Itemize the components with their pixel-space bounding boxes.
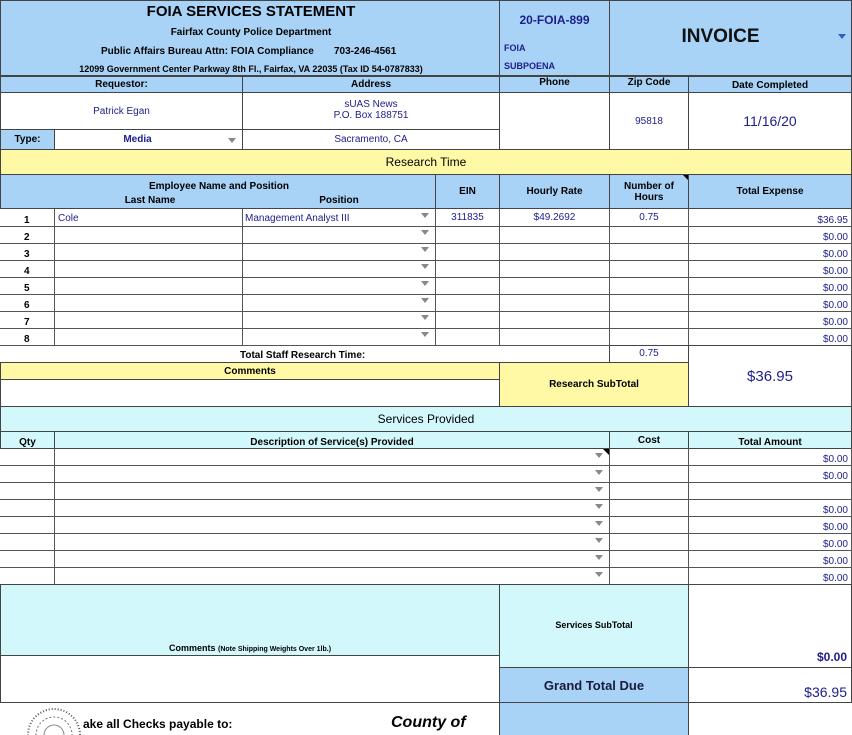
service-dropdown-arrow-icon[interactable]	[595, 487, 603, 492]
invoice-type-dropdown[interactable]	[609, 0, 852, 76]
service-dropdown-arrow-icon[interactable]	[595, 555, 603, 560]
service-total-amount: $0.00	[822, 471, 848, 482]
service-dropdown-arrow-icon[interactable]	[595, 470, 603, 475]
research-grid	[0, 209, 852, 346]
position-dropdown-arrow-icon[interactable]	[421, 213, 429, 218]
employee-group-header: Employee Name and Position	[148, 181, 290, 192]
type-label: Type:	[0, 129, 55, 150]
service-dropdown-arrow-icon[interactable]	[595, 572, 603, 577]
services-grid	[0, 448, 852, 585]
type-dropdown-arrow-icon[interactable]	[228, 138, 236, 143]
row-number: 4	[24, 266, 30, 277]
row-total-expense: $0.00	[822, 300, 848, 311]
service-dropdown-arrow-icon[interactable]	[595, 504, 603, 509]
grand-total-value: $36.95	[804, 684, 847, 700]
requestor-name[interactable]: Patrick Egan	[0, 92, 243, 130]
col-hourly-rate: Hourly Rate	[499, 174, 610, 209]
row-total-expense: $0.00	[822, 283, 848, 294]
date-completed[interactable]: 11/16/20	[688, 92, 852, 150]
employee-ein[interactable]: 311835	[451, 212, 484, 223]
services-comments-header	[0, 584, 500, 656]
row-total-expense: $0.00	[822, 266, 848, 277]
services-comments-note: (Note Shipping Weights Over 1lb.)	[217, 646, 332, 653]
col-phone: Phone	[499, 76, 610, 93]
header-block	[0, 0, 500, 76]
employee-header	[0, 174, 436, 209]
tag-foia[interactable]: FOIA	[504, 43, 526, 53]
service-dropdown-arrow-icon[interactable]	[595, 538, 603, 543]
row-number: 3	[24, 249, 30, 260]
address-line-1: sUAS News	[344, 99, 398, 110]
requestor-city[interactable]: Sacramento, CA	[242, 129, 500, 150]
research-subtotal-value: $36.95	[688, 345, 852, 407]
position-dropdown-arrow-icon[interactable]	[421, 315, 429, 320]
col-ein: EIN	[435, 174, 500, 209]
row-number: 7	[24, 317, 30, 328]
service-total-amount: $0.00	[822, 556, 848, 567]
statement-title: FOIA SERVICES STATEMENT	[146, 3, 356, 20]
col-total-expense: Total Expense	[688, 174, 852, 209]
county-seal-icon	[22, 703, 86, 735]
position-dropdown-arrow-icon[interactable]	[421, 332, 429, 337]
grand-total-box	[688, 667, 852, 703]
grand-total-label: Grand Total Due	[499, 667, 689, 703]
col-zip: Zip Code	[609, 76, 689, 93]
bureau-line: Public Affairs Bureau Attn: FOIA Compliance	[101, 46, 314, 57]
row-number: 2	[24, 232, 30, 243]
service-total-amount: $0.00	[822, 539, 848, 550]
address-line-2: P.O. Box 188751	[333, 110, 409, 121]
services-provided-header: Services Provided	[0, 406, 852, 432]
services-comments-caption	[1, 643, 499, 653]
service-total-amount: $0.00	[822, 573, 848, 584]
col-date-completed: Date Completed	[688, 76, 852, 93]
research-time-header: Research Time	[0, 149, 852, 175]
county-of-text: County of	[391, 714, 466, 731]
case-block	[499, 0, 610, 76]
bureau-address: 12099 Government Center Parkway 8th Fl., Fairfax, VA 22035 (Tax ID 54-0787833)	[79, 64, 423, 74]
row-total-expense: $0.00	[822, 232, 848, 243]
hourly-rate[interactable]: $49.2692	[533, 212, 576, 223]
col-total-amount: Total Amount	[688, 431, 852, 449]
tag-subpoena[interactable]: SUBPOENA	[504, 61, 556, 71]
service-total-amount: $0.00	[822, 522, 848, 533]
footer-blue-cell	[499, 703, 689, 735]
row-total-expense: $36.95	[817, 215, 848, 226]
type-select[interactable]	[54, 129, 243, 150]
employee-last-name[interactable]: Cole	[58, 213, 79, 224]
position-dropdown-arrow-icon[interactable]	[421, 298, 429, 303]
row-number: 8	[24, 334, 30, 345]
col-last-name: Last Name	[124, 195, 176, 206]
position-dropdown-arrow-icon[interactable]	[421, 281, 429, 286]
position-dropdown-arrow-icon[interactable]	[421, 247, 429, 252]
position-dropdown-arrow-icon[interactable]	[421, 264, 429, 269]
research-comments-label: Comments	[0, 362, 500, 380]
type-value: Media	[123, 134, 152, 145]
requestor-address[interactable]	[242, 92, 500, 130]
col-position: Position	[319, 195, 359, 206]
requestor-zip[interactable]: 95818	[609, 92, 689, 150]
services-comments-input[interactable]	[0, 655, 500, 703]
services-subtotal-label: Services SubTotal	[499, 584, 689, 668]
row-total-expense: $0.00	[822, 317, 848, 328]
col-description: Description of Service(s) Provided	[54, 431, 610, 449]
service-dropdown-arrow-icon[interactable]	[595, 453, 603, 458]
col-address: Address	[242, 76, 500, 93]
invoice-label: INVOICE	[681, 26, 760, 47]
service-total-amount: $0.00	[822, 505, 848, 516]
position-dropdown-arrow-icon[interactable]	[421, 230, 429, 235]
row-total-expense: $0.00	[822, 249, 848, 260]
services-subtotal-value: $0.00	[816, 650, 847, 664]
bureau-phone: 703-246-4561	[334, 46, 397, 57]
row-number: 5	[24, 283, 30, 294]
total-staff-research-label: Total Staff Research Time:	[240, 350, 366, 361]
col-requestor: Requestor:	[0, 76, 243, 93]
department-name: Fairfax County Police Department	[170, 27, 332, 38]
services-subtotal-box	[688, 584, 852, 668]
row-total-expense: $0.00	[822, 334, 848, 345]
employee-position[interactable]: Management Analyst III	[245, 213, 350, 224]
services-comments-label: Comments	[168, 643, 216, 653]
row-number: 1	[24, 215, 30, 226]
row-number: 6	[24, 300, 30, 311]
invoice-dropdown-arrow-icon[interactable]	[838, 34, 846, 39]
total-staff-hours: 0.75	[609, 345, 689, 363]
col-hours: Number of Hours	[609, 174, 689, 209]
hours[interactable]: 0.75	[639, 212, 659, 223]
service-total-amount: $0.00	[822, 454, 848, 465]
requestor-phone[interactable]	[499, 92, 610, 150]
checks-payable-text: ake all Checks payable to:	[83, 717, 233, 731]
col-qty: Qty	[0, 431, 55, 449]
col-cost: Cost	[609, 431, 689, 449]
research-comments-input[interactable]	[0, 379, 500, 407]
service-dropdown-arrow-icon[interactable]	[595, 521, 603, 526]
research-subtotal-label: Research SubTotal	[499, 362, 689, 407]
comment-indicator-icon	[603, 449, 609, 455]
case-number: 20-FOIA-899	[519, 13, 590, 27]
